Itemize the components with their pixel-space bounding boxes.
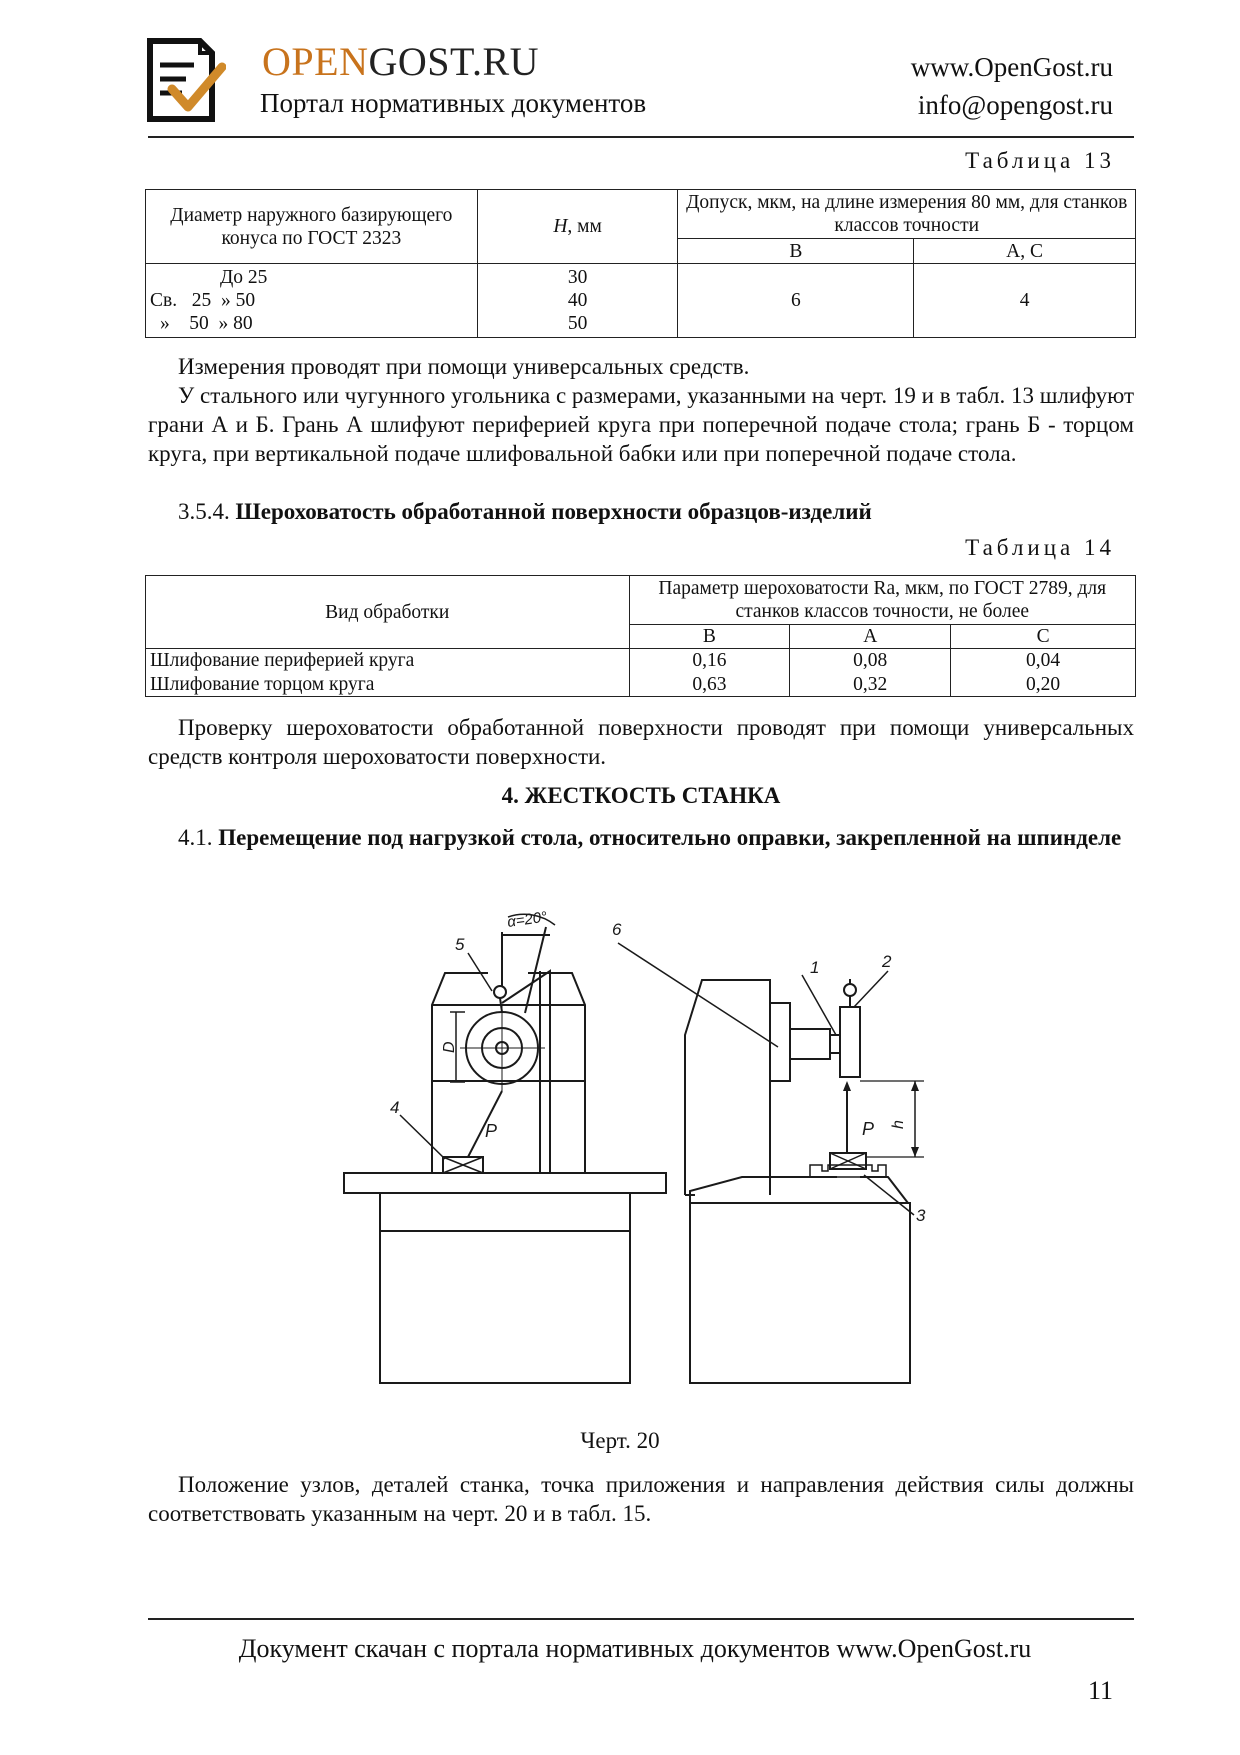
section-4-heading: 4. ЖЕСТКОСТЬ СТАНКА [501, 783, 781, 808]
paragraph-roughness: Проверку шероховатости обработанной поверхности проводят при помощи универсальных средств контроля шероховатости поверхности. [148, 715, 1134, 769]
svg-text:3: 3 [916, 1206, 926, 1225]
table13-col3-header: Допуск, мкм, на длине измерения 80 мм, для станков классов точности [678, 190, 1136, 239]
table14-sub-b: В [629, 625, 790, 649]
paragraph-position: Положение узлов, деталей станка, точка приложения и направления действия силы должны соответствовать указанным на черт. 20 и в табл. 15. [148, 1472, 1134, 1526]
table13-sub-ac: А, С [914, 239, 1136, 264]
portal-subtitle: Портал нормативных документов [260, 88, 647, 118]
svg-text:4: 4 [390, 1098, 400, 1117]
website-link[interactable]: www.OpenGost.ru [910, 52, 1113, 82]
table-row: Шлифование торцом круга 0,63 0,32 0,20 [146, 673, 1136, 697]
section-4-1: 4.1. Перемещение под нагрузкой стола, относительно оправки, закрепленной на шпинделе [178, 825, 1122, 850]
table13-caption: Таблица 13 [965, 148, 1115, 173]
svg-text:P: P [485, 1121, 498, 1141]
figure-drawing-20 [340, 895, 960, 1415]
header-divider [148, 136, 1134, 138]
table13 [145, 189, 1136, 338]
table14-sub-a: А [790, 625, 951, 649]
svg-text:2: 2 [882, 952, 892, 971]
table13-tol-ac: 4 [914, 264, 1136, 338]
contact-block [911, 48, 1113, 124]
table13-col2-header: H, мм [477, 190, 678, 264]
table14 [145, 575, 1136, 697]
svg-text:5: 5 [455, 935, 465, 954]
svg-text:P: P [862, 1119, 875, 1139]
svg-text:h: h [890, 1120, 907, 1129]
section-3-5-4: 3.5.4. Шероховатость обработанной поверхности образцов-изделий [178, 499, 872, 524]
figure-caption: Черт. 20 [580, 1428, 660, 1453]
paragraph-measurements: Измерения проводят при помощи универсальных средств. [178, 354, 750, 379]
site-brand: OPENGOST.RU [262, 39, 540, 84]
table13-col1-header: Диаметр наружного базирующего конуса по ГОСТ 2323 [146, 190, 478, 264]
footer-note: Документ скачан с портала нормативных документов www.OpenGost.ru [238, 1634, 1032, 1663]
svg-text:D: D [441, 1041, 458, 1053]
table14-col2-header: Параметр шероховатости Ra, мкм, по ГОСТ 2789, для станков классов точности, не более [629, 576, 1136, 625]
table13-h-cell: 30 40 50 [477, 264, 678, 338]
table14-sub-c: С [951, 625, 1136, 649]
svg-text:α=20°: α=20° [506, 908, 549, 931]
page-number: 11 [1087, 1676, 1113, 1705]
table14-col1-header: Вид обработки [146, 576, 630, 649]
table-row: Шлифование периферией круга 0,16 0,08 0,04 [146, 649, 1136, 673]
svg-text:6: 6 [612, 920, 622, 939]
paragraph-grinding: У стального или чугунного угольника с размерами, указанными на черт. 19 и в табл. 13 шлифуют грани А и Б. Грань А шлифуют периферией круга при поперечной подаче стола; грань Б - торцом круга, при вертикальной подаче шлифовальной бабки или при поперечной подаче стола. [148, 383, 1134, 466]
table13-sub-b: В [678, 239, 914, 264]
svg-text:1: 1 [810, 958, 820, 977]
table14-caption: Таблица 14 [965, 535, 1115, 560]
footer-divider [148, 1618, 1134, 1620]
table13-diameter-cell: До 25 Св. 25 » 50 » 50 » 80 [146, 264, 478, 338]
document-check-logo-icon [146, 37, 226, 123]
table13-tol-b: 6 [678, 264, 914, 338]
email-link[interactable]: info@opengost.ru [917, 90, 1113, 120]
